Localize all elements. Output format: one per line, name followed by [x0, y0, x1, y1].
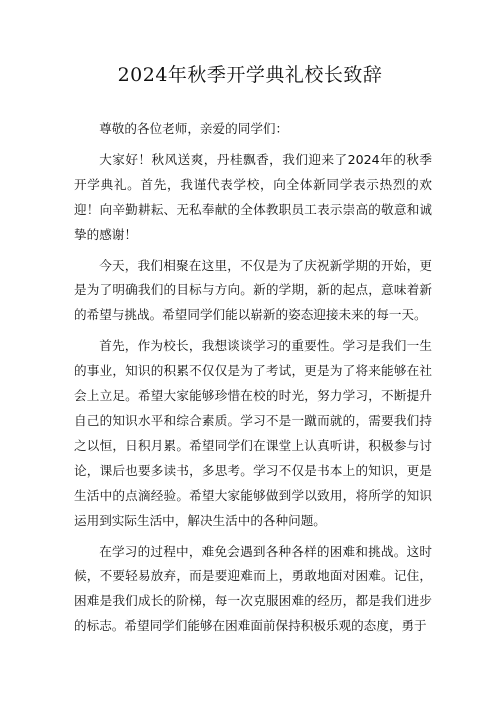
paragraph-new-semester: 今天，我们相聚在这里，不仅是为了庆祝新学期的开始，更是为了明确我们的目标与方向。新的学期，新的起点，意味着新的希望与挑战。希望同学们能以崭新的姿态迎接未来的每一天。: [74, 257, 432, 323]
document-body: [74, 117, 432, 645]
paragraph-welcome: 大家好！秋风送爽，丹桂飘香，我们迎来了2024年的秋季开学典礼。首先，我谨代表学校，向全体新同学表示热烈的欢迎！向辛勤耕耘、无私奉献的全体教职员工表示崇高的敬意和诚挚的感谢！: [74, 151, 432, 242]
paragraph-learning: 首先，作为校长，我想谈谈学习的重要性。学习是我们一生的事业，知识的积累不仅仅是为了考试，更是为了将来能够在社会上立足。希望大家能够珍惜在校的时光，努力学习，不断提升自己的知识水平和综合素质。学习不是一蹴而就的，需要我们持之以恒，日积月累。希望同学们在课堂上认真听讲，积极参与讨论，课后也要多读书，多思考。学习不仅是书本上的知识，更是生活中的点滴经验。希望大家能够做到学以致用，将所学的知识运用到实际生活中，解决生活中的各种问题。: [74, 338, 432, 528]
greeting-line: 尊敬的各位老师，亲爱的同学们：: [99, 121, 289, 136]
document-title: 2024年秋季开学典礼校长致辞: [117, 64, 383, 86]
paragraph-challenges: 在学习的过程中，难免会遇到各种各样的困难和挑战。这时候，不要轻易放弃，而是要迎难而上，勇敢地面对困难。记住，困难是我们成长的阶梯，每一次克服困难的经历，都是我们进步的标志。希望同学们能够在困难面前保持积极乐观的态度，勇于: [74, 543, 432, 634]
